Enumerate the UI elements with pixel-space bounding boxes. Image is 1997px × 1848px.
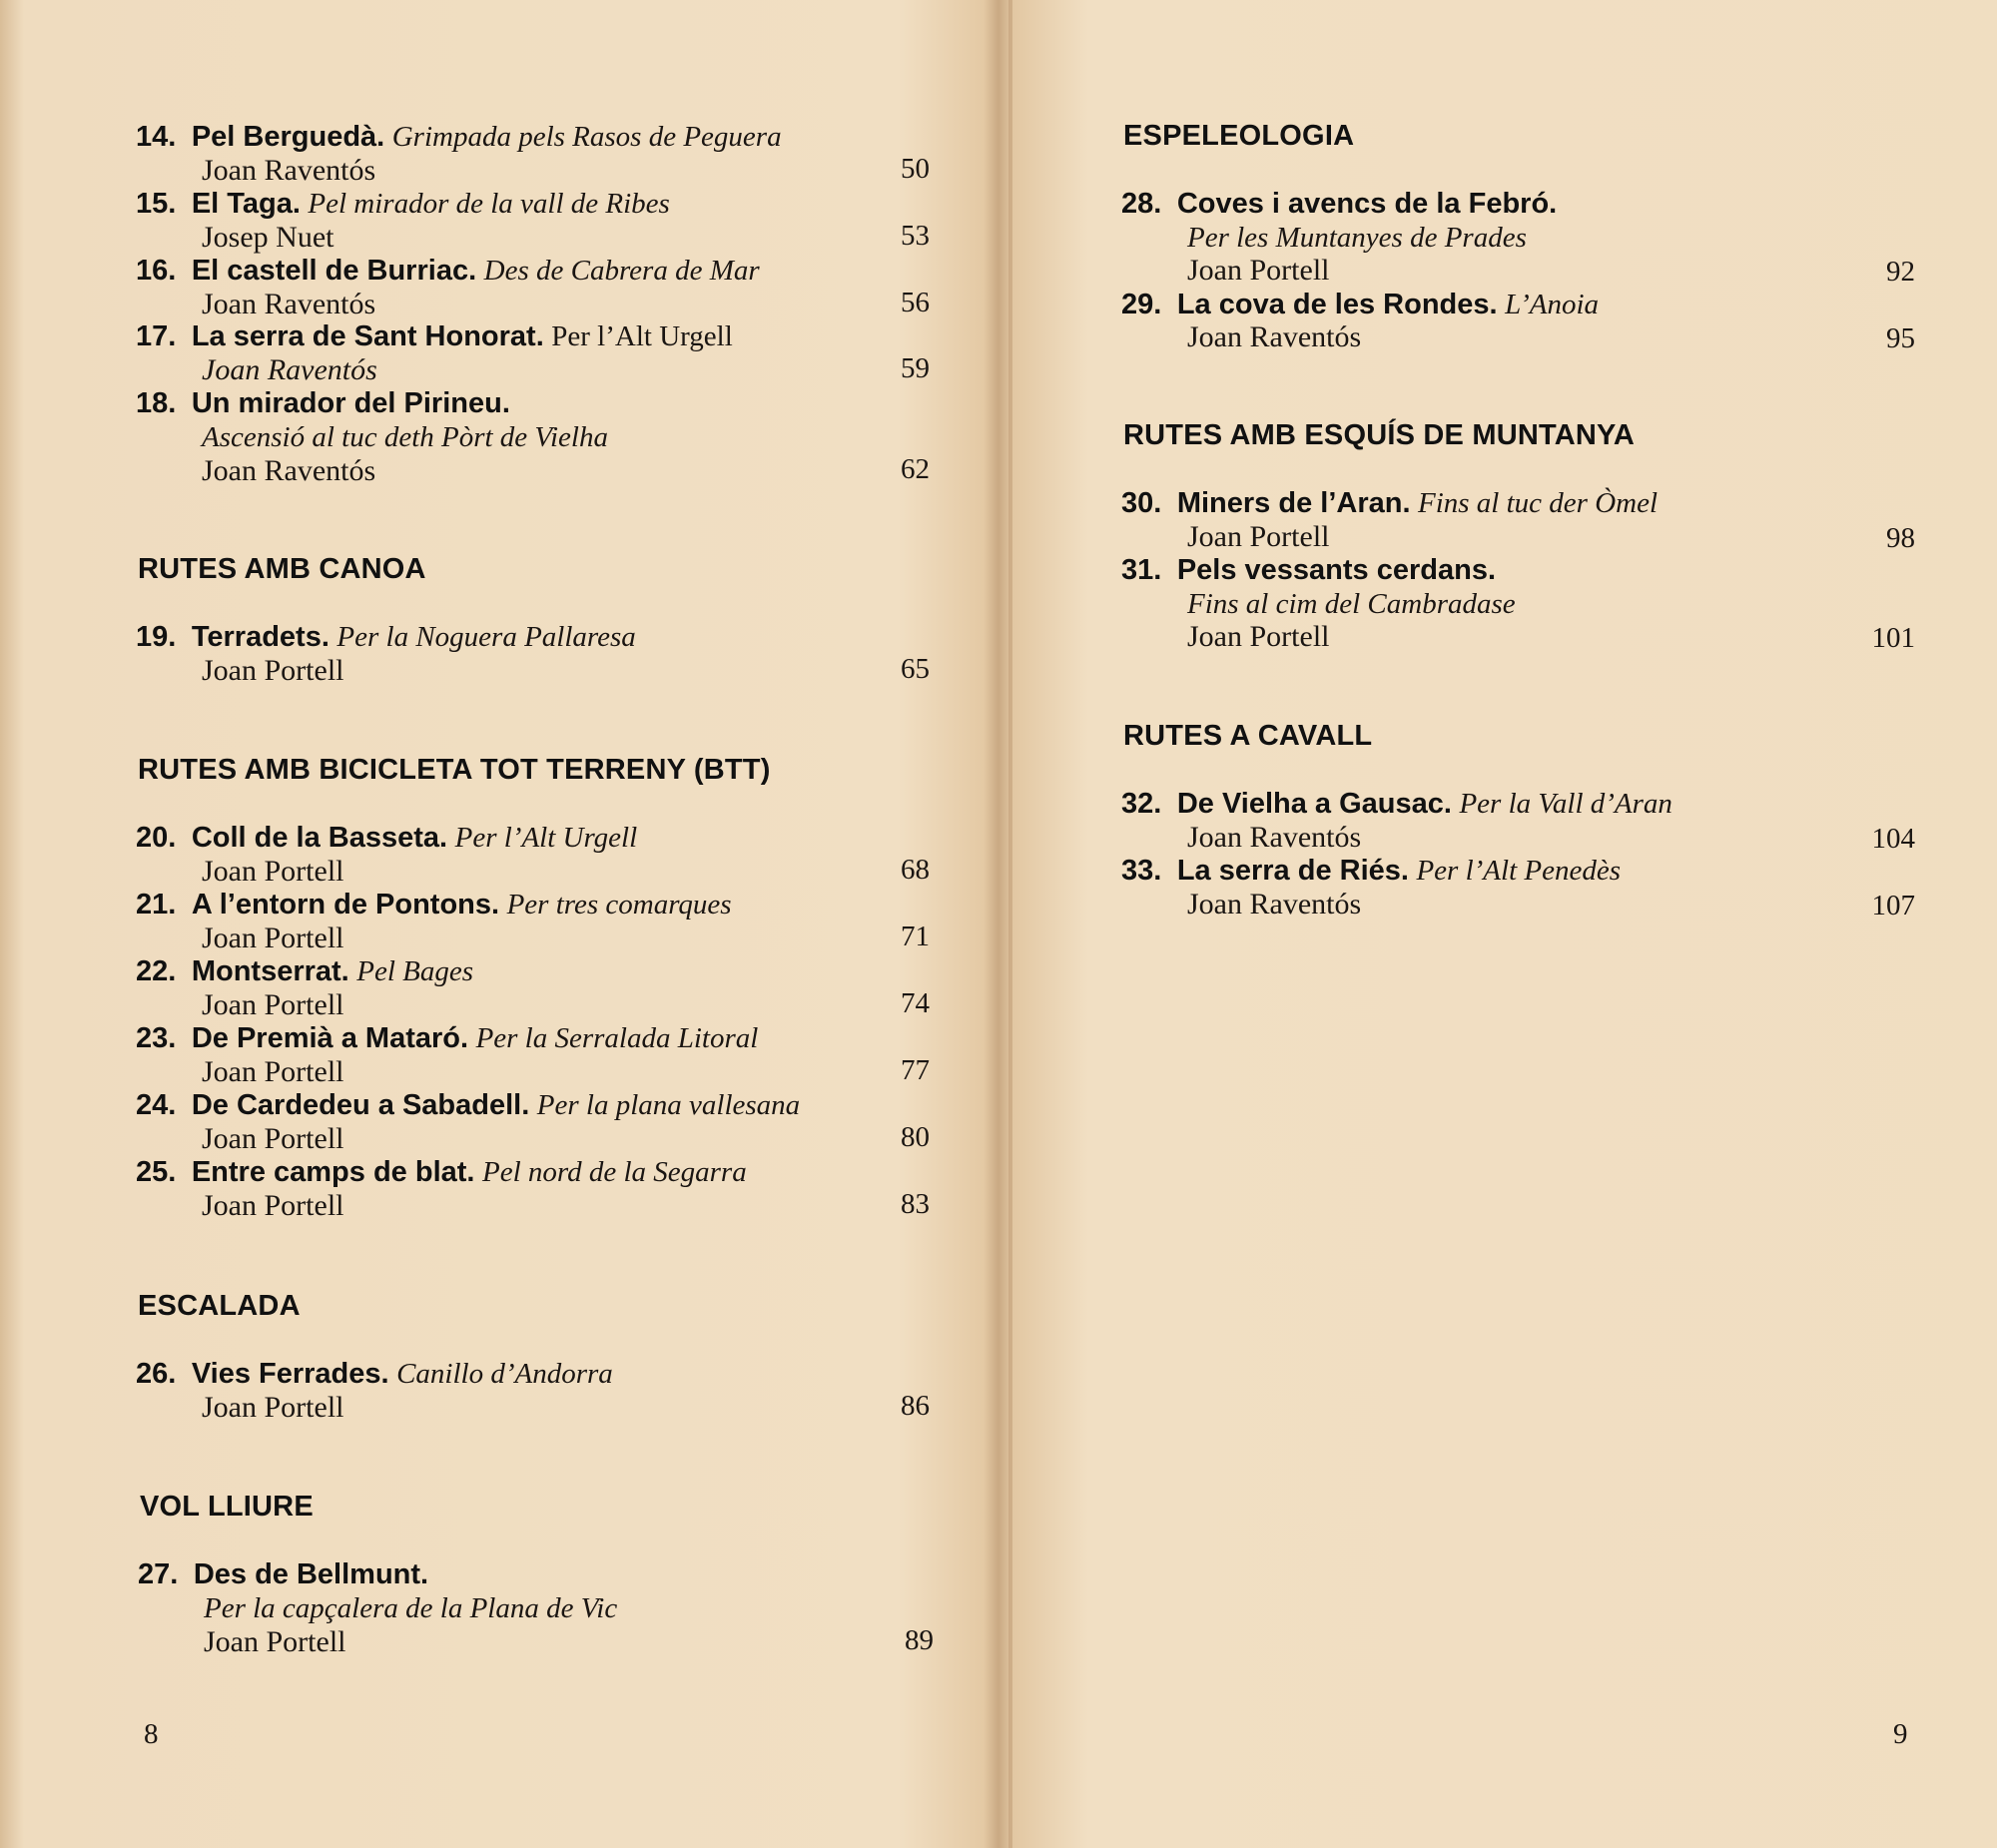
entry-author: Joan Raventós (202, 454, 376, 487)
entry-page-number: 95 (1886, 322, 1915, 354)
entry-author: Joan Portell (202, 922, 344, 954)
entry-author: Joan Portell (202, 988, 344, 1021)
entry-author: Joan Raventós (202, 353, 377, 386)
entry-page-number: 83 (901, 1188, 930, 1220)
entry-subtitle: Per tres comarques (506, 889, 732, 921)
entry-number: 16. (136, 255, 177, 287)
entry-subtitle: Fins al cim del Cambradase (1187, 588, 1516, 620)
entry-17-title-line (136, 319, 733, 353)
entry-title: Des de Bellmunt. (193, 1558, 429, 1590)
entry-14-title-line (136, 120, 782, 154)
entry-20-title-line (136, 821, 637, 855)
entry-title: Vies Ferrades. (191, 1358, 389, 1390)
entry-number: 24. (136, 1089, 177, 1121)
entry-author: Joan Portell (1187, 620, 1330, 653)
entry-author: Joan Portell (202, 1055, 344, 1088)
section-heading-cavall: RUTES A CAVALL (1123, 720, 1373, 752)
section-heading-btt: RUTES AMB BICICLETA TOT TERRENY (BTT) (138, 754, 771, 786)
entry-title: Entre camps de blat. (191, 1156, 475, 1188)
entry-title: A l’entorn de Pontons. (191, 889, 500, 921)
entry-page-number: 92 (1886, 256, 1915, 288)
entry-title: Pels vessants cerdans. (1176, 554, 1497, 586)
entry-page-number: 50 (901, 153, 930, 185)
entry-page-number: 101 (1871, 622, 1915, 654)
entry-title: La cova de les Rondes. (1176, 289, 1498, 320)
entry-title: De Vielha a Gausac. (1176, 788, 1452, 820)
entry-subtitle: Canillo d’Andorra (396, 1358, 613, 1390)
entry-18-title-line (136, 386, 510, 420)
entry-author: Joan Portell (202, 1122, 344, 1155)
entry-page-number: 62 (901, 453, 930, 485)
entry-number: 27. (138, 1558, 179, 1590)
section-heading-escalada: ESCALADA (138, 1290, 301, 1322)
entry-number: 15. (136, 188, 177, 220)
entry-33-title-line (1121, 854, 1621, 888)
entry-subtitle: Per les Muntanyes de Prades (1187, 222, 1527, 254)
entry-title: Coves i avencs de la Febró. (1176, 188, 1558, 220)
entry-subtitle: Pel nord de la Segarra (481, 1156, 747, 1188)
entry-title: Pel Berguedà. (191, 121, 385, 153)
entry-page-number: 59 (901, 352, 930, 384)
entry-title: Coll de la Basseta. (191, 822, 448, 854)
entry-subtitle: Pel Bages (356, 955, 474, 987)
page-folio: 9 (1893, 1718, 1908, 1750)
entry-30-title-line (1121, 486, 1658, 520)
entry-author: Joan Portell (202, 1391, 344, 1424)
entry-page-number: 65 (901, 653, 930, 685)
entry-subtitle: Grimpada pels Rasos de Peguera (391, 121, 782, 153)
entry-31-title-line (1121, 553, 1496, 587)
entry-26-title-line (136, 1357, 613, 1391)
entry-24-title-line (136, 1088, 800, 1122)
entry-page-number: 71 (901, 921, 930, 952)
entry-subtitle: Per l’Alt Urgell (551, 320, 733, 352)
right-page (998, 0, 1997, 1848)
entry-title: Montserrat. (191, 955, 349, 987)
entry-number: 25. (136, 1156, 177, 1188)
entry-number: 29. (1121, 289, 1162, 320)
entry-author: Joan Raventós (202, 288, 376, 320)
entry-number: 18. (136, 387, 177, 419)
entry-number: 21. (136, 889, 177, 921)
entry-number: 14. (136, 121, 177, 153)
entry-number: 17. (136, 320, 177, 352)
entry-author: Joan Raventós (1187, 821, 1362, 854)
entry-22-title-line (136, 954, 473, 988)
entry-number: 32. (1121, 788, 1162, 820)
entry-subtitle: Per la Noguera Pallaresa (336, 621, 636, 653)
entry-number: 33. (1121, 855, 1162, 887)
entry-19-title-line (136, 620, 636, 654)
entry-subtitle: L’Anoia (1505, 289, 1600, 320)
entry-32-title-line (1121, 787, 1672, 821)
entry-author: Joan Portell (202, 654, 344, 687)
entry-title: Miners de l’Aran. (1176, 487, 1411, 519)
book-gutter (1008, 0, 1012, 1848)
entry-title: El castell de Burriac. (191, 255, 477, 287)
entry-author: Joan Portell (202, 855, 344, 888)
entry-page-number: 104 (1871, 823, 1915, 855)
entry-title: De Premià a Mataró. (191, 1022, 469, 1054)
entry-author: Joan Raventós (1187, 320, 1362, 353)
entry-author: Joan Portell (204, 1625, 346, 1658)
entry-25-title-line (136, 1155, 747, 1189)
entry-subtitle: Per l’Alt Urgell (454, 822, 638, 854)
entry-number: 20. (136, 822, 177, 854)
entry-subtitle: Per la plana vallesana (536, 1089, 801, 1121)
entry-number: 26. (136, 1358, 177, 1390)
section-heading-canoa: RUTES AMB CANOA (138, 553, 426, 585)
entry-page-number: 89 (905, 1624, 934, 1656)
page-folio: 8 (144, 1718, 159, 1750)
entry-number: 19. (136, 621, 177, 653)
entry-29-title-line (1121, 288, 1599, 321)
entry-author: Joan Raventós (202, 154, 376, 187)
entry-number: 22. (136, 955, 177, 987)
entry-author: Joan Raventós (1187, 888, 1362, 921)
section-heading-vol-lliure: VOL LLIURE (140, 1491, 314, 1523)
entry-author: Joan Portell (1187, 254, 1330, 287)
entry-subtitle: Per l’Alt Penedès (1416, 855, 1621, 887)
entry-subtitle: Pel mirador de la vall de Ribes (308, 188, 670, 220)
entry-title: De Cardedeu a Sabadell. (191, 1089, 530, 1121)
entry-subtitle: Per la Serralada Litoral (475, 1022, 759, 1054)
entry-subtitle: Per la Vall d’Aran (1459, 788, 1672, 820)
entry-title: Un mirador del Pirineu. (191, 387, 510, 419)
entry-21-title-line (136, 888, 732, 922)
entry-page-number: 53 (901, 220, 930, 252)
entry-number: 31. (1121, 554, 1162, 586)
entry-page-number: 80 (901, 1121, 930, 1153)
left-page (0, 0, 998, 1848)
entry-author: Joan Portell (202, 1189, 344, 1222)
entry-27-title-line (138, 1557, 428, 1591)
entry-title: El Taga. (191, 188, 301, 220)
entry-number: 28. (1121, 188, 1162, 220)
entry-author: Joan Portell (1187, 520, 1330, 553)
entry-subtitle: Fins al tuc der Òmel (1418, 487, 1659, 519)
entry-subtitle: Per la capçalera de la Plana de Vic (204, 1592, 618, 1624)
entry-page-number: 68 (901, 854, 930, 886)
entry-number: 23. (136, 1022, 177, 1054)
entry-16-title-line (136, 254, 760, 288)
entry-title: La serra de Sant Honorat. (191, 320, 544, 352)
entry-subtitle: Ascensió al tuc deth Pòrt de Vielha (202, 421, 608, 453)
entry-page-number: 86 (901, 1390, 930, 1422)
entry-23-title-line (136, 1021, 758, 1055)
section-heading-esquis: RUTES AMB ESQUÍS DE MUNTANYA (1123, 419, 1636, 451)
entry-page-number: 98 (1886, 522, 1915, 554)
entry-subtitle: Des de Cabrera de Mar (483, 255, 760, 287)
entry-28-title-line (1121, 187, 1557, 221)
entry-title: Terradets. (191, 621, 330, 653)
entry-15-title-line (136, 187, 670, 221)
entry-page-number: 107 (1871, 890, 1915, 922)
section-heading-espeleologia: ESPELEOLOGIA (1123, 120, 1355, 152)
entry-page-number: 56 (901, 287, 930, 318)
entry-number: 30. (1121, 487, 1162, 519)
entry-page-number: 74 (901, 987, 930, 1019)
entry-author: Josep Nuet (202, 221, 334, 254)
entry-page-number: 77 (901, 1054, 930, 1086)
entry-title: La serra de Riés. (1176, 855, 1409, 887)
